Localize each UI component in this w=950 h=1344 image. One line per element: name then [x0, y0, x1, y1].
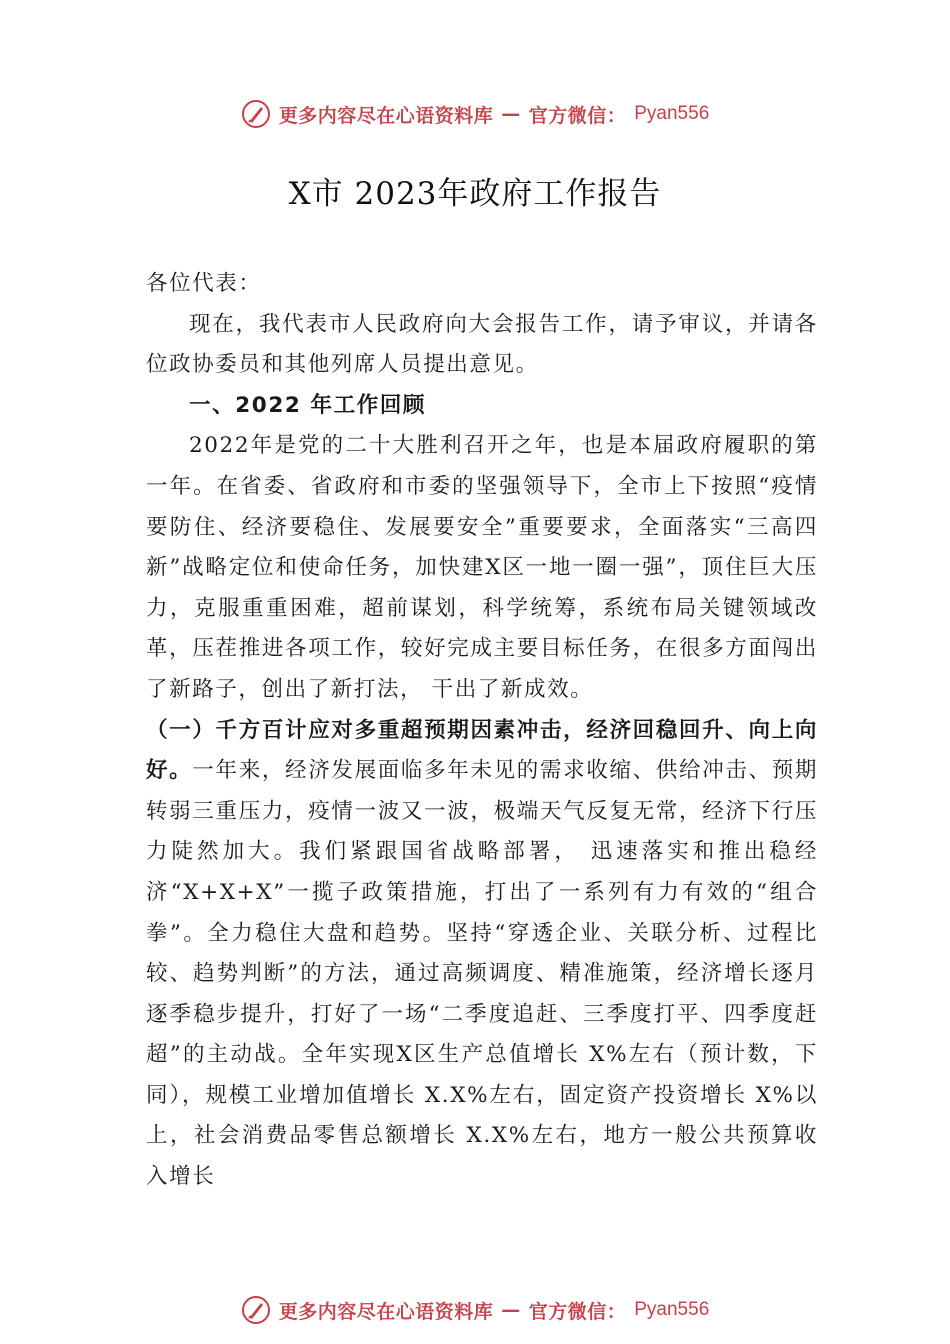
review-paragraph: 2022年是党的二十大胜利召开之年，也是本届政府履职的第一年。在省委、省政府和市委的坚强领导下，全市上下按照“疫情要防住、经济要稳住、发展要安全”重要要求，全面落实“三高四新”战略定位和使命任务，加快建X区一地一圈一强”，顶住巨大压力，克服重重困难，超前谋划，科学统筹，系统布局关键领域改革，压茬推进各项工作，较好完成主要目标任务，在很多方面闯出了新路子，创出了新打法， 干出了新成效。 [146, 433, 818, 702]
subsection-lead: （一）千方百计应对多重超预期因素冲击，经济回稳回升、向上向好。 [146, 717, 818, 784]
footer-banner [0, 1290, 950, 1330]
banner-library-text: 更多内容尽在心语资料库 [278, 1300, 494, 1323]
salutation: 各位代表： [146, 271, 262, 296]
header-banner [0, 94, 950, 134]
section-heading: 一、2022 年工作回顾 [189, 392, 427, 418]
subsection-paragraph [146, 711, 818, 1198]
banner-library-text: 更多内容尽在心语资料库 [278, 104, 494, 127]
quill-logo-icon [241, 1295, 271, 1325]
document-title: X市 2023年政府工作报告 [288, 176, 662, 212]
subsection-body: 一年来，经济发展面临多年未见的需求收缩、供给冲击、预期转弱三重压力，疫情一波又一波，极端天气反复无常，经济下行压力陡然加大。我们紧跟国省战略部署， 迅速落实和推出稳经济“X+X+X”一揽子政策措施，打出了一系列有力有效的“组合拳”。全力稳住大盘和趋势。坚持“穿透企业、关联分析、过程比较、趋势判断”的方法，通过高频调度、精准施策，经济增长逐月逐季稳步提升，打好了一场“二季度追赶、三季度打平、四季度赶超”的主动战。全年实现X区生产总值增长 X%左右（预计数，下同），规模工业增加值增长 X.X%左右，固定资产投资增长 X%以上，社会消费品零售总额增长 X.X%左右，地方一般公共预算收入增长 [146, 758, 819, 1190]
quill-logo-icon [241, 99, 271, 129]
banner-separator: — [501, 1299, 521, 1321]
banner-contact-label: 官方微信： [528, 1300, 627, 1323]
opening-paragraph: 现在，我代表市人民政府向大会报告工作，请予审议，并请各位政协委员和其他列席人员提出意见。 [146, 311, 818, 378]
banner-contact-id: Pyan556 [634, 103, 710, 124]
banner-contact-id: Pyan556 [634, 1299, 710, 1320]
banner-contact-label: 官方微信： [528, 104, 627, 127]
document-body [146, 264, 818, 1198]
banner-separator: — [501, 103, 521, 125]
